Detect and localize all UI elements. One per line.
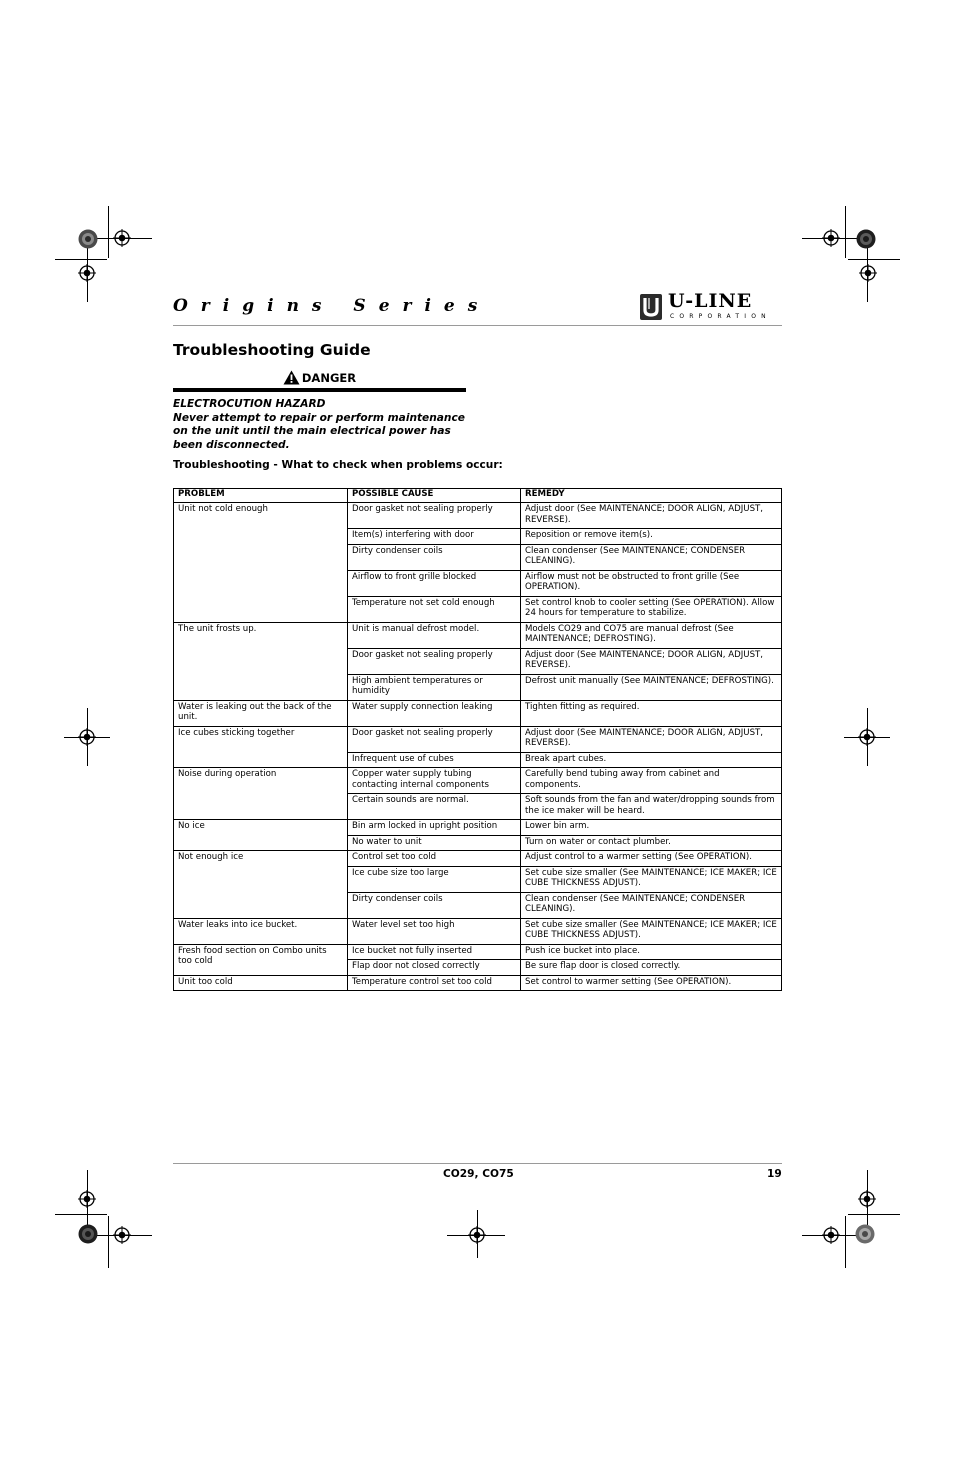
cause-cell: Airflow to front grille blocked <box>348 570 521 596</box>
color-target-icon <box>855 1224 875 1244</box>
cause-cell: Item(s) interfering with door <box>348 529 521 545</box>
problem-cell: The unit frosts up. <box>174 622 348 700</box>
remedy-cell: Set control knob to cooler setting (See OPERATION). Allow 24 hours for temperature to stabilize. <box>521 596 782 622</box>
registration-mark-icon <box>822 229 840 247</box>
remedy-cell: Clean condenser (See MAINTENANCE; CONDENSER CLEANING). <box>521 544 782 570</box>
hazard-text: Never attempt to repair or perform maintenance on the unit until the main electrical power has been disconnected. <box>173 411 465 451</box>
problem-cell: Unit not cold enough <box>174 503 348 623</box>
problem-cell: Ice cubes sticking together <box>174 726 348 768</box>
problem-cell: Unit too cold <box>174 975 348 991</box>
footer-divider <box>173 1163 782 1164</box>
danger-label: DANGER <box>301 370 357 385</box>
logo-mark-icon <box>640 294 662 320</box>
series-title: Origins Series <box>173 296 491 316</box>
problem-cell: Water is leaking out the back of the unit. <box>174 700 348 726</box>
table-row <box>174 622 782 648</box>
table-row <box>174 503 782 529</box>
column-header-cause: POSSIBLE CAUSE <box>348 489 521 503</box>
remedy-cell: Adjust door (See MAINTENANCE; DOOR ALIGN, ADJUST, REVERSE). <box>521 503 782 529</box>
column-header-remedy: REMEDY <box>521 489 782 503</box>
brand-logo <box>640 290 784 322</box>
cause-cell: Temperature not set cold enough <box>348 596 521 622</box>
registration-mark-icon <box>113 229 131 247</box>
remedy-cell: Adjust door (See MAINTENANCE; DOOR ALIGN, ADJUST, REVERSE). <box>521 648 782 674</box>
page-number: 19 <box>767 1168 782 1180</box>
remedy-cell: Airflow must not be obstructed to front grille (See OPERATION). <box>521 570 782 596</box>
registration-mark-icon <box>78 1190 96 1208</box>
cause-cell: No water to unit <box>348 835 521 851</box>
remedy-cell: Clean condenser (See MAINTENANCE; CONDENSER CLEANING). <box>521 892 782 918</box>
section-subheading: Troubleshooting - What to check when problems occur: <box>173 459 503 471</box>
problem-cell: Not enough ice <box>174 851 348 919</box>
cause-cell: Door gasket not sealing properly <box>348 503 521 529</box>
registration-mark-icon <box>78 728 96 746</box>
cause-cell: Copper water supply tubing contacting internal components <box>348 768 521 794</box>
registration-mark-icon <box>468 1226 486 1244</box>
remedy-cell: Soft sounds from the fan and water/dropping sounds from the ice maker will be heard. <box>521 794 782 820</box>
remedy-cell: Break apart cubes. <box>521 752 782 768</box>
problem-cell: No ice <box>174 820 348 851</box>
cause-cell: Door gasket not sealing properly <box>348 648 521 674</box>
cause-cell: Ice bucket not fully inserted <box>348 944 521 960</box>
cause-cell: Flap door not closed correctly <box>348 960 521 976</box>
page-title: Troubleshooting Guide <box>173 341 371 359</box>
table-row <box>174 768 782 794</box>
remedy-cell: Defrost unit manually (See MAINTENANCE; DEFROSTING). <box>521 674 782 700</box>
table-row <box>174 851 782 867</box>
problem-cell: Water leaks into ice bucket. <box>174 918 348 944</box>
header-divider <box>173 325 782 326</box>
remedy-cell: Set cube size smaller (See MAINTENANCE; ICE MAKER; ICE CUBE THICKNESS ADJUST). <box>521 918 782 944</box>
cause-cell: Certain sounds are normal. <box>348 794 521 820</box>
cause-cell: Unit is manual defrost model. <box>348 622 521 648</box>
problem-cell: Fresh food section on Combo units too cold <box>174 944 348 975</box>
cause-cell: Control set too cold <box>348 851 521 867</box>
remedy-cell: Tighten fitting as required. <box>521 700 782 726</box>
cause-cell: Dirty condenser coils <box>348 892 521 918</box>
problem-cell: Noise during operation <box>174 768 348 820</box>
color-target-icon <box>856 229 876 249</box>
table-row <box>174 918 782 944</box>
table-row <box>174 944 782 960</box>
cause-cell: Ice cube size too large <box>348 866 521 892</box>
color-target-icon <box>78 1224 98 1244</box>
hazard-title: ELECTROCUTION HAZARD <box>173 398 326 410</box>
column-header-problem: PROBLEM <box>174 489 348 503</box>
remedy-cell: Turn on water or contact plumber. <box>521 835 782 851</box>
danger-divider <box>173 388 466 392</box>
cause-cell: Infrequent use of cubes <box>348 752 521 768</box>
remedy-cell: Set control to warmer setting (See OPERATION). <box>521 975 782 991</box>
remedy-cell: Adjust door (See MAINTENANCE; DOOR ALIGN, ADJUST, REVERSE). <box>521 726 782 752</box>
remedy-cell: Carefully bend tubing away from cabinet and components. <box>521 768 782 794</box>
remedy-cell: Reposition or remove item(s). <box>521 529 782 545</box>
cause-cell: Water level set too high <box>348 918 521 944</box>
registration-mark-icon <box>858 1190 876 1208</box>
registration-mark-icon <box>113 1226 131 1244</box>
cause-cell: Water supply connection leaking <box>348 700 521 726</box>
danger-banner <box>173 368 466 392</box>
cause-cell: Temperature control set too cold <box>348 975 521 991</box>
warning-triangle-icon <box>283 370 300 385</box>
remedy-cell: Lower bin arm. <box>521 820 782 836</box>
remedy-cell: Models CO29 and CO75 are manual defrost (See MAINTENANCE; DEFROSTING). <box>521 622 782 648</box>
table-row <box>174 700 782 726</box>
registration-mark-icon <box>858 728 876 746</box>
logo-subtitle: CORPORATION <box>670 313 771 320</box>
cause-cell: High ambient temperatures or humidity <box>348 674 521 700</box>
footer-model: CO29, CO75 <box>443 1168 514 1180</box>
table-header-row <box>174 489 782 503</box>
registration-mark-icon <box>859 264 877 282</box>
cause-cell: Dirty condenser coils <box>348 544 521 570</box>
cause-cell: Bin arm locked in upright position <box>348 820 521 836</box>
registration-mark-icon <box>822 1226 840 1244</box>
hazard-warning <box>173 398 473 452</box>
table-row <box>174 726 782 752</box>
remedy-cell: Be sure flap door is closed correctly. <box>521 960 782 976</box>
cause-cell: Door gasket not sealing properly <box>348 726 521 752</box>
logo-name: U-LINE <box>668 290 753 312</box>
table-row <box>174 975 782 991</box>
remedy-cell: Adjust control to a warmer setting (See OPERATION). <box>521 851 782 867</box>
remedy-cell: Push ice bucket into place. <box>521 944 782 960</box>
registration-mark-icon <box>78 264 96 282</box>
table-body <box>174 503 782 991</box>
color-target-icon <box>78 229 98 249</box>
remedy-cell: Set cube size smaller (See MAINTENANCE; ICE MAKER; ICE CUBE THICKNESS ADJUST). <box>521 866 782 892</box>
troubleshooting-table <box>173 488 782 991</box>
table-row <box>174 820 782 836</box>
